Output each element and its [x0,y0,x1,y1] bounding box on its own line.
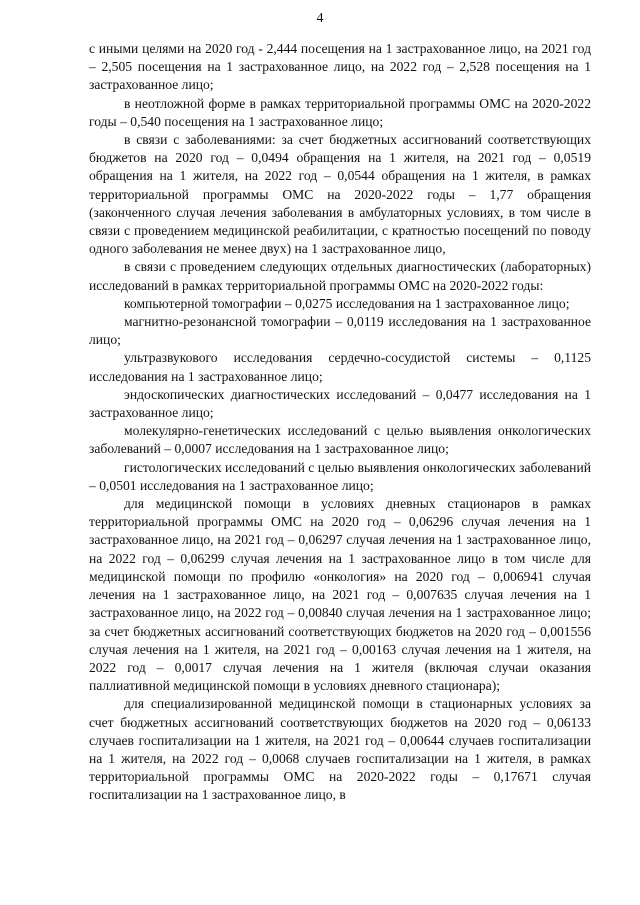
document-body [89,40,591,805]
paragraph-endoscopy: эндоскопических диагностических исследований – 0,0477 исследования на 1 застрахованное лицо; [89,386,591,421]
paragraph-day-hospital: для медицинской помощи в условиях дневных стационаров в рамках территориальной программы ОМС на 2020 год – 0,06296 случая лечения на 1 застрахованное лицо, на 2021 год – 0,06297 случая лечения на 1 застрахованное лицо, на 2022 год – 0,06299 случая лечения на 1 застрахованное лицо в том числе для медицинской помощи по профилю «онкология» на 2020 год – 0,006941 случая лечения на 1 застрахованное лицо, на 2021 год – 0,007635 случая лечения на 1 застрахованное лицо, на 2022 год – 0,00840 случая лечения на 1 застрахованное лицо; за счет бюджетных ассигнований соответствующих бюджетов на 2020 год – 0,001556 случая лечения на 1 жителя, на 2021 год – 0,00163 случая лечения на 1 жителя, на 2022 год – 0,0017 случая лечения на 1 жителя (включая случаи оказания паллиативной медицинской помощи в условиях дневного стационара); [89,496,591,694]
paragraph-urgent-visits: в неотложной форме в рамках территориальной программы ОМС на 2020-2022 годы – 0,540 посещения на 1 застрахованное лицо; [89,95,591,129]
paragraph-molecular-genetic: молекулярно-генетических исследований с целью выявления онкологических заболеваний – 0,0007 исследования на 1 застрахованное лицо; [89,423,591,457]
paragraph-mri: магнитно-резонансной томографии – 0,0119 исследования на 1 застрахованное лицо; [89,314,591,348]
paragraph-ultrasound: ультразвукового исследования сердечно-сосудистой системы – 0,1125 исследования на 1 застрахованное лицо; [89,350,591,384]
paragraph-inpatient: для специализированной медицинской помощи в стационарных условиях за счет бюджетных ассигнований соответствующих бюджетов на 2020 год – 0,06133 случаев госпитализации на 1 жителя, на 2021 год – 0,00644 случаев госпитализации на 1 жителя, на 2022 год – 0,0068 случаев госпитализации на 1 жителя, в рамках территориальной программы ОМС на 2020-2022 годы – 0,17671 случая госпитализации на 1 застрахованное лицо, в [89,696,591,803]
paragraph-disease-appeals: в связи с заболеваниями: за счет бюджетных ассигнований соответствующих бюджетов на 2020 год – 0,0494 обращения на 1 жителя, на 2021 год – 0,0519 обращения на 1 жителя, на 2022 год – 0,0544 обращения на 1 жителя, в рамках территориальной программы ОМС на 2020-2022 годы – 1,77 обращения (законченного случая лечения заболевания в амбулаторных условиях, в том числе в связи с проведением медицинской реабилитации, с кратностью посещений по поводу одного заболевания не менее двух) на 1 застрахованное лицо, [89,132,591,257]
paragraph-diagnostic-intro: в связи с проведением следующих отдельных диагностических (лабораторных) исследований в рамках территориальной программы ОМС на 2020-2022 годы: [89,259,591,293]
page-number: 4 [316,11,324,26]
paragraph-ct: компьютерной томографии – 0,0275 исследования на 1 застрахованное лицо; [124,295,570,311]
paragraph-outpatient-other-visits: с иными целями на 2020 год - 2,444 посещения на 1 застрахованное лицо, на 2021 год – 2,505 посещения на 1 застрахованное лицо, на 2022 год – 2,528 посещения на 1 застрахованное лицо; [89,41,591,93]
paragraph-histology: гистологических исследований с целью выявления онкологических заболеваний – 0,0501 исследования на 1 застрахованное лицо; [89,459,591,493]
